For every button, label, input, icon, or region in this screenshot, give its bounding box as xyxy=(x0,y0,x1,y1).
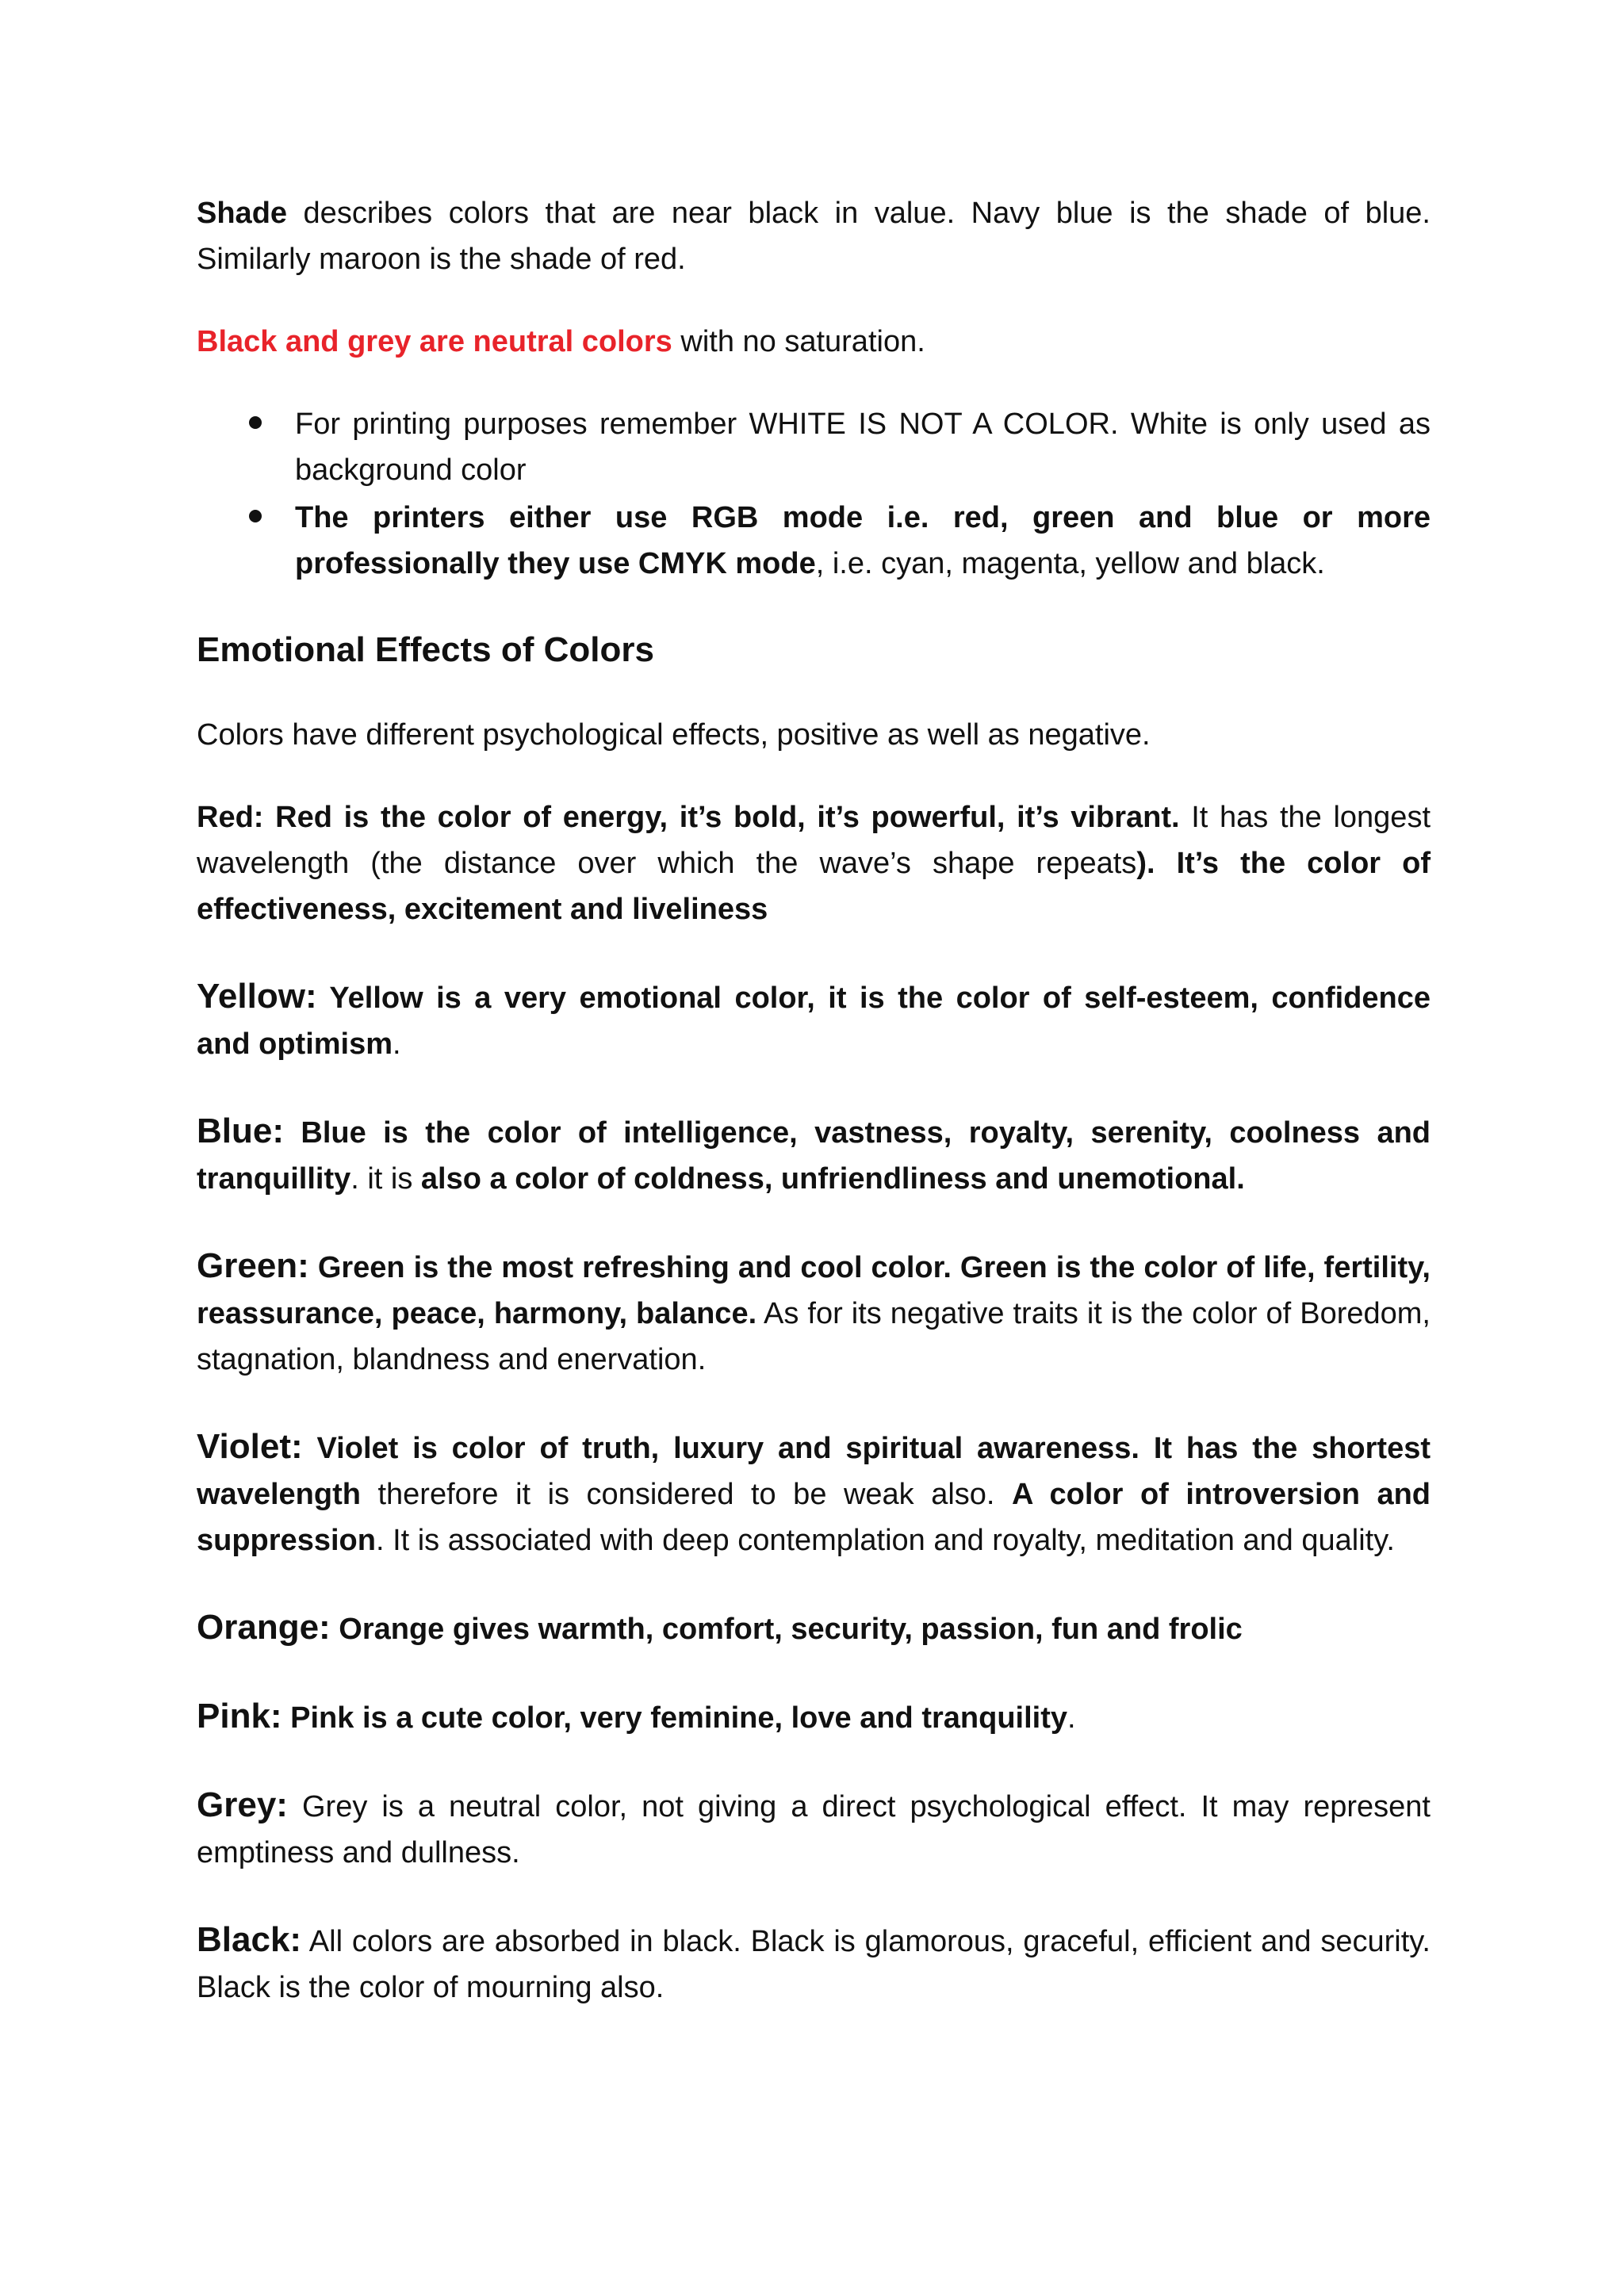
blue-paragraph xyxy=(197,1108,1431,1202)
neutral-paragraph xyxy=(197,319,1431,365)
orange-paragraph xyxy=(197,1605,1431,1652)
bullet-dot-icon xyxy=(249,510,262,522)
grey-text-1: Grey is a neutral color, not giving a direct psychological effect. It may represent emptiness and dullness. xyxy=(197,1790,1431,1869)
green-label: Green: xyxy=(197,1246,309,1285)
violet-bold-2: A color of introversion and suppression xyxy=(197,1478,1431,1557)
blue-text-1: . it is xyxy=(350,1162,421,1196)
blue-bold-1: Blue is the color of intelligence, vastness, royalty, serenity, coolness and tranquillity xyxy=(197,1116,1431,1196)
pink-bold-1: Pink is a cute color, very feminine, love and tranquility xyxy=(282,1701,1067,1735)
green-bold-1: Green is the most refreshing and cool color. Green is the color of life, fertility, reassurance, peace, harmony, balance. xyxy=(197,1251,1431,1330)
red-bold-1: Red is the color of energy, it’s bold, it’s powerful, it’s vibrant. xyxy=(263,801,1180,834)
section-heading: Emotional Effects of Colors xyxy=(197,630,654,669)
blue-label: Blue: xyxy=(197,1112,284,1150)
black-paragraph xyxy=(197,1917,1431,2011)
red-paragraph xyxy=(197,794,1431,932)
grey-paragraph xyxy=(197,1782,1431,1876)
red-label: Red: xyxy=(197,801,264,834)
bullet-text: , i.e. cyan, magenta, yellow and black. xyxy=(815,547,1325,580)
yellow-paragraph xyxy=(197,974,1431,1067)
black-label: Black: xyxy=(197,1920,302,1959)
yellow-text-1: . xyxy=(393,1027,401,1061)
red-text-1: It has the longest wavelength (the distance over which the wave’s shape repeats xyxy=(197,801,1431,880)
black-text-1: All colors are absorbed in black. Black is glamorous, graceful, efficient and security. Black is the color of mourning also. xyxy=(197,1925,1431,2004)
page-content xyxy=(197,190,1431,2011)
neutral-text: with no saturation. xyxy=(672,325,925,358)
grey-label: Grey: xyxy=(197,1785,288,1824)
bullet-item-printers xyxy=(197,495,1431,587)
shade-paragraph xyxy=(197,190,1431,282)
green-paragraph xyxy=(197,1243,1431,1383)
orange-bold-1: Orange gives warmth, comfort, security, passion, fun and frolic xyxy=(330,1613,1243,1646)
orange-label: Orange: xyxy=(197,1608,331,1647)
yellow-label: Yellow: xyxy=(197,977,317,1016)
blue-bold-2: also a color of coldness, unfriendliness and unemotional. xyxy=(420,1162,1245,1196)
intro-paragraph: Colors have different psychological effects, positive as well as negative. xyxy=(197,718,1151,752)
red-bold-2: ). It’s the color of effectiveness, excitement and liveliness xyxy=(197,847,1431,926)
yellow-bold-1: Yellow is a very emotional color, it is the color of self-esteem, confidence and optimism xyxy=(197,982,1431,1061)
violet-label: Violet: xyxy=(197,1427,303,1466)
violet-paragraph xyxy=(197,1424,1431,1563)
bullet-bold: The printers either use RGB mode i.e. red, green and blue or more professionally they use CMYK mode xyxy=(295,501,1431,580)
pink-label: Pink: xyxy=(197,1697,282,1735)
pink-paragraph xyxy=(197,1693,1431,1741)
violet-bold-1: Violet is color of truth, luxury and spiritual awareness. It has the shortest wavelength xyxy=(197,1432,1431,1511)
green-text-1: As for its negative traits it is the color of Boredom, stagnation, blandness and enervation. xyxy=(197,1297,1431,1376)
shade-term: Shade xyxy=(197,197,288,230)
bullet-item-white xyxy=(197,401,1431,493)
violet-text-2: . It is associated with deep contemplation and royalty, meditation and quality. xyxy=(375,1524,1395,1557)
bullet-dot-icon xyxy=(249,416,262,429)
shade-text: describes colors that are near black in value. Navy blue is the shade of blue. Similarly maroon is the shade of red. xyxy=(197,197,1431,276)
printing-bullet-list xyxy=(197,401,1431,587)
pink-text-1: . xyxy=(1067,1701,1076,1735)
neutral-highlight: Black and grey are neutral colors xyxy=(197,325,672,358)
violet-text-1: therefore it is considered to be weak also. xyxy=(360,1478,1012,1511)
bullet-text: For printing purposes remember WHITE IS NOT A COLOR. White is only used as background color xyxy=(295,408,1431,487)
